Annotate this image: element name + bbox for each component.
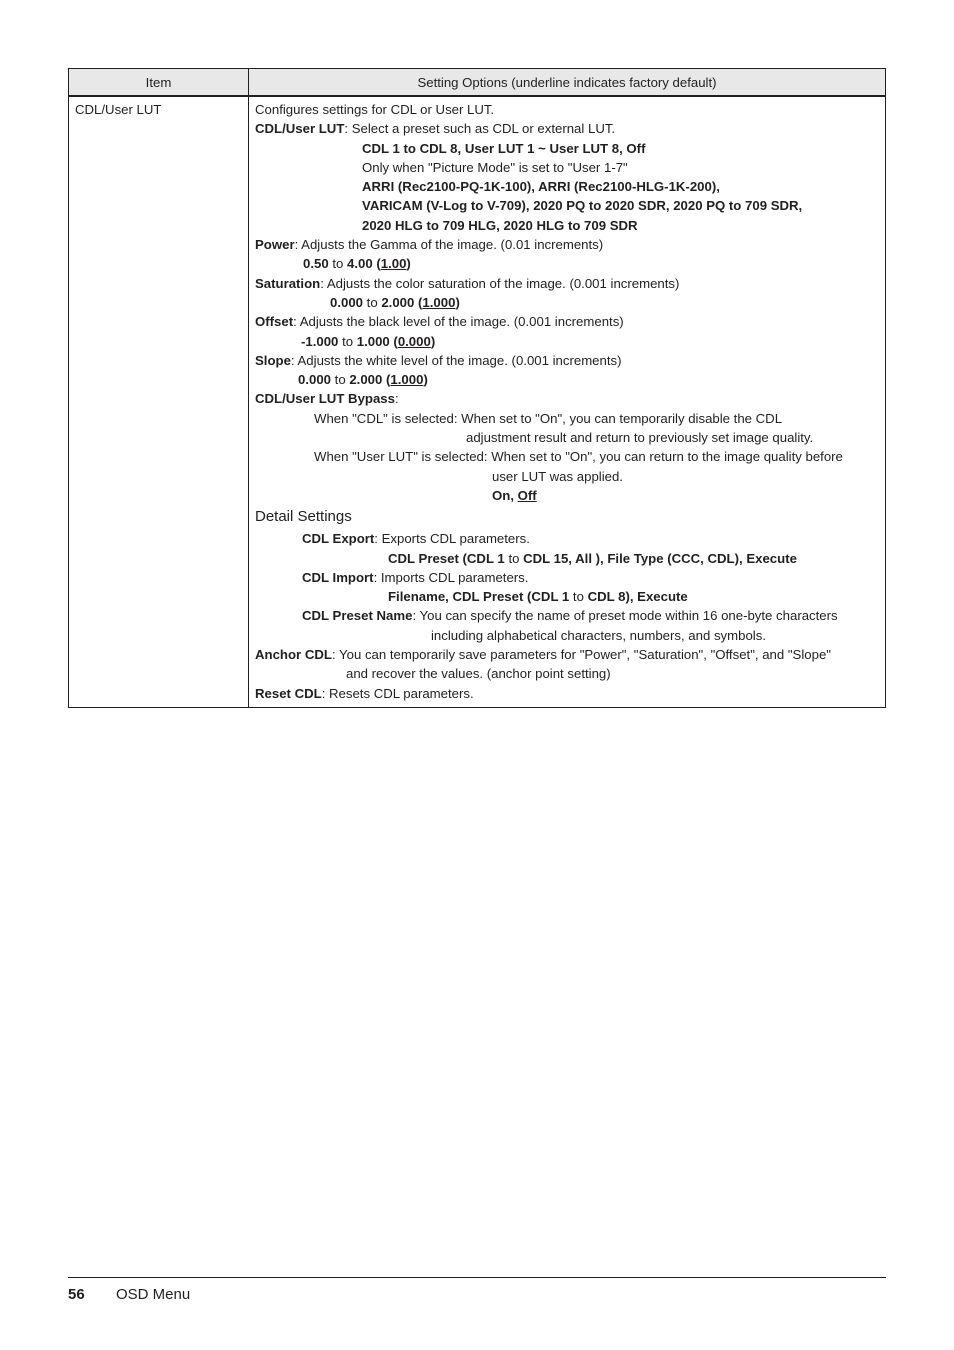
cdl-user-lut-extra-1: ARRI (Rec2100-PQ-1K-100), ARRI (Rec2100-HLG-1K-200), [362,179,720,195]
cdl-export-label: CDL Export [302,531,375,547]
power-line [255,235,879,254]
slope-max: 2.000 [349,372,383,388]
reset-cdl-label: Reset CDL [255,685,322,701]
power-desc: : Adjusts the Gamma of the image. (0.01 increments) [294,237,604,253]
saturation-min: 0.000 [330,294,364,310]
offset-min: -1.000 [301,333,339,349]
cdl-user-lut-label: CDL/User LUT [255,121,345,137]
slope-range: 0.000 to 2.000 (1.000) [298,372,428,388]
bypass-line: CDL/User LUT Bypass: [255,391,399,407]
power-range: 0.50 to 4.00 (1.00) [303,256,411,272]
anchor-cdl-line: Anchor CDL: You can temporarily save parameters for "Power", "Saturation", "Offset", and "Slope" [255,647,831,663]
saturation-to: to [363,294,382,310]
power-max: 4.00 [347,256,373,272]
settings-table [68,68,886,708]
column-header-item: Item [69,69,249,97]
detail-settings-heading: Detail Settings [255,508,352,526]
offset-range: -1.000 to 1.000 (0.000) [301,333,436,349]
cdl-user-lut-desc: : Select a preset such as CDL or external LUT. [344,121,616,137]
slope-desc: : Adjusts the white level of the image. (0.001 increments) [290,352,622,368]
power-min: 0.50 [303,256,329,272]
offset-line [255,312,879,331]
bypass-label: CDL/User LUT Bypass [255,391,395,407]
intro-text: Configures settings for CDL or User LUT. [255,102,495,117]
slope-line [255,351,879,370]
anchor-cdl-label: Anchor CDL [255,647,332,663]
cdl-import-label: CDL Import [302,569,374,585]
offset-desc: : Adjusts the black level of the image. (0.001 increments) [293,314,624,330]
bypass-cdl-text-1: When "CDL" is selected: When set to "On", you can temporarily disable the CDL [314,410,783,426]
cdl-import-values: Filename, CDL Preset (CDL 1 to CDL 8), Execute [388,589,688,605]
bypass-lut-text-2: user LUT was applied. [492,468,623,484]
saturation-range: 0.000 to 2.000 (1.000) [330,294,460,310]
bypass-values: On, Off [492,487,537,503]
slope-label: Slope [255,352,291,368]
offset-label: Offset [255,314,294,330]
cdl-user-lut-values: CDL 1 to CDL 8, User LUT 1 ~ User LUT 8, Off [362,140,646,156]
slope-to: to [331,372,350,388]
offset-default: 0.000 [397,333,431,349]
saturation-label: Saturation [255,275,321,291]
cdl-export-values: CDL Preset (CDL 1 to CDL 15, All ), File Type (CCC, CDL), Execute [388,550,797,566]
cdl-user-lut-extra-3: 2020 HLG to 709 HLG, 2020 HLG to 709 SDR [362,217,638,233]
table-row [69,96,886,707]
slope-min: 0.000 [298,372,332,388]
offset-to: to [338,333,357,349]
bypass-lut-text-1: When "User LUT" is selected: When set to "On", you can return to the image quality before [314,449,843,465]
bypass-cdl-text-2: adjustment result and return to previously set image quality. [466,430,814,446]
power-to: to [328,256,347,272]
bypass-default: Off [517,487,537,503]
anchor-cdl-desc-2: and recover the values. (anchor point setting) [346,666,611,682]
page-number: 56 [68,1286,85,1303]
saturation-max: 2.000 [381,294,415,310]
saturation-desc: : Adjusts the color saturation of the image. (0.001 increments) [320,275,680,291]
cdl-preset-name-line: CDL Preset Name: You can specify the name of preset mode within 16 one-byte characters [302,608,838,624]
slope-default: 1.000 [390,372,424,388]
cdl-user-lut-note: Only when "Picture Mode" is set to "User 1-7" [362,159,628,175]
table-header-row [69,69,886,97]
section-title: OSD Menu [116,1286,191,1303]
cdl-export-line: CDL Export: Exports CDL parameters. [302,531,530,547]
cdl-user-lut-extra-2: VARICAM (V-Log to V-709), 2020 PQ to 2020 SDR, 2020 PQ to 709 SDR, [362,198,803,214]
saturation-line [255,274,879,293]
item-cell: CDL/User LUT [69,96,249,707]
cdl-user-lut-line [255,119,879,138]
reset-cdl-line: Reset CDL: Resets CDL parameters. [255,685,474,701]
offset-max: 1.000 [356,333,390,349]
column-header-options: Setting Options (underline indicates factory default) [249,69,886,97]
options-cell [249,96,886,707]
cdl-preset-name-desc-2: including alphabetical characters, numbers, and symbols. [431,627,766,643]
cdl-import-line: CDL Import: Imports CDL parameters. [302,569,529,585]
power-label: Power [255,237,295,253]
saturation-default: 1.000 [422,294,456,310]
cdl-preset-name-label: CDL Preset Name [302,608,413,624]
power-default: 1.00 [380,256,407,272]
footer-divider [68,1277,886,1278]
